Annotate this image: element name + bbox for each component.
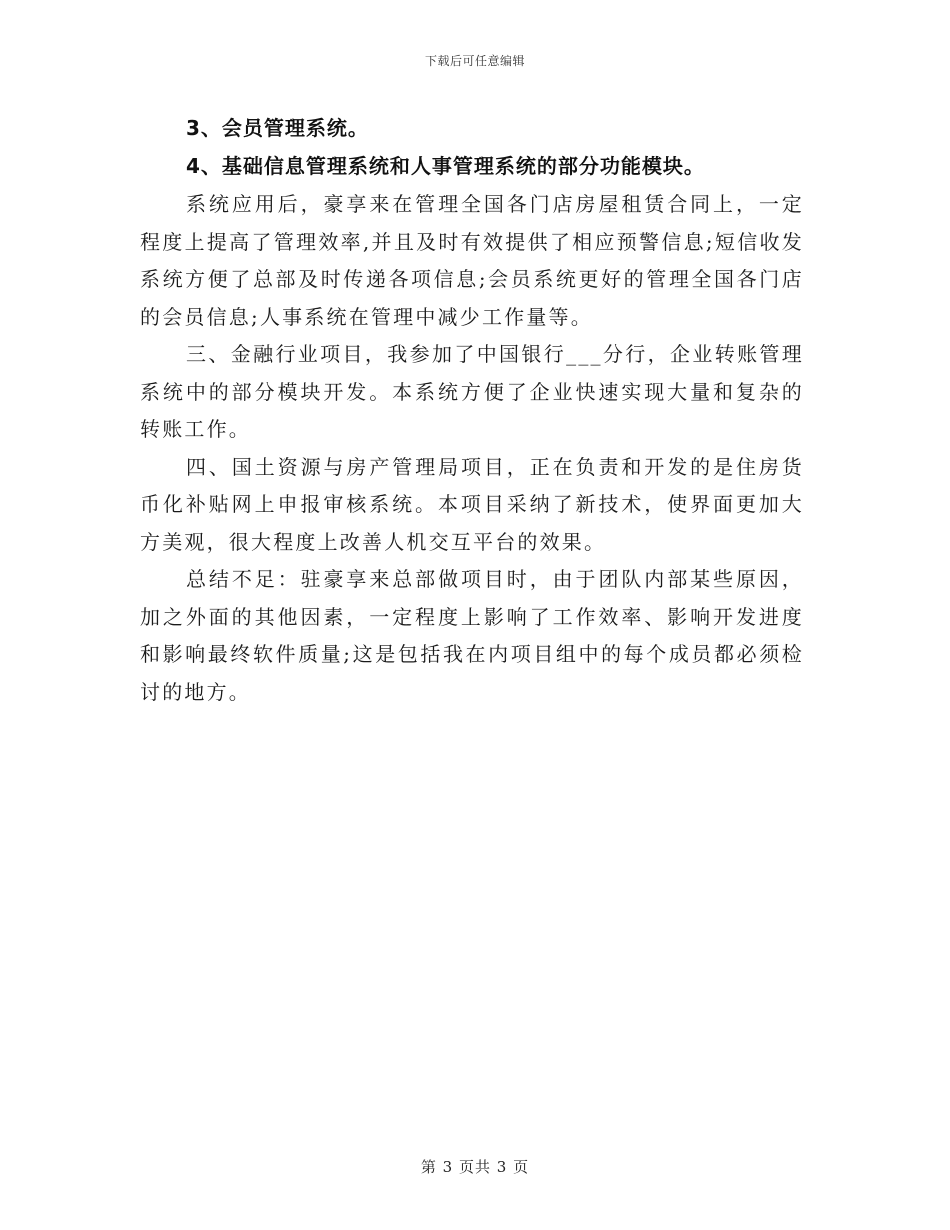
section-heading-basic-info-system: 4、基础信息管理系统和人事管理系统的部分功能模块。 xyxy=(186,154,705,178)
page-header: 下载后可任意编辑 xyxy=(424,54,525,68)
paragraph-system-application: 系统应用后，豪享来在管理全国各门店房屋租赁合同上，一定程度上提高了管理效率,并且及时有效提供了相应预警信息;短信收发系统方便了总部及时传递各项信息;会员系统更好的管理全国各门店的会员信息;人事系统在管理中减少工作量等。 xyxy=(140,192,804,329)
document-body xyxy=(140,110,804,711)
paragraph-summary-shortcomings: 总结不足：驻豪享来总部做项目时，由于团队内部某些原因，加之外面的其他因素，一定程度上影响了工作效率、影响开发进度和影响最终软件质量;这是包括我在内项目组中的每个成员都必须检讨的地方。 xyxy=(140,567,804,704)
page-number-footer: 第 3 页共 3 页 xyxy=(420,1158,530,1176)
section-heading-member-system: 3、会员管理系统。 xyxy=(186,116,369,140)
paragraph-land-resources-project: 四、国土资源与房产管理局项目，正在负责和开发的是住房货币化补贴网上申报审核系统。本项目采纳了新技术，使界面更加大方美观，很大程度上改善人机交互平台的效果。 xyxy=(140,454,804,554)
paragraph-finance-project: 三、金融行业项目，我参加了中国银行___分行，企业转账管理系统中的部分模块开发。本系统方便了企业快速实现大量和复杂的转账工作。 xyxy=(140,342,804,441)
